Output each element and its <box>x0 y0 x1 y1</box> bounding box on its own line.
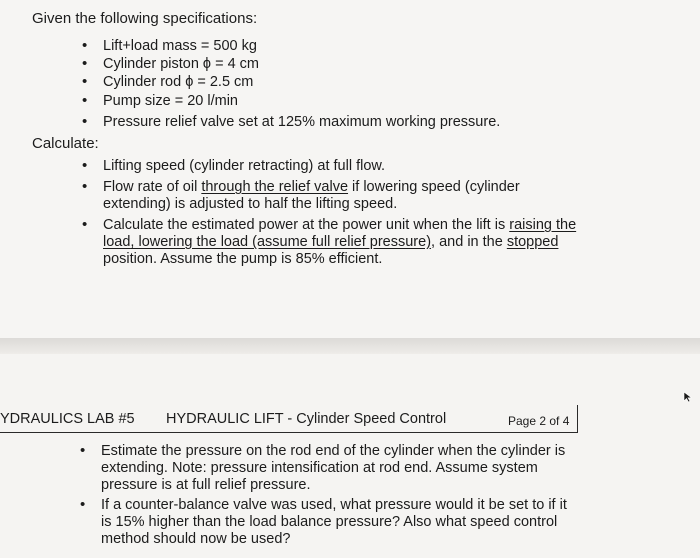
given-heading: Given the following specifications: <box>32 10 258 27</box>
calc-item-flow-rate-line2: extending) is adjusted to half the lifting speed. <box>103 196 398 212</box>
bullet: • <box>80 442 86 459</box>
bullet: • <box>82 92 88 109</box>
calc-item-power-line2: load, lowering the load (assume full relief pressure), and in the stopped <box>103 234 559 250</box>
lab-number: YDRAULICS LAB #5 <box>0 411 135 427</box>
task-pressure-line1: Estimate the pressure on the rod end of the cylinder when the cylinder is <box>101 443 566 459</box>
bullet: • <box>82 178 88 195</box>
bullet: • <box>82 113 88 130</box>
calc-item-flow-rate: Flow rate of oil through the relief valve if lowering speed (cylinder <box>103 179 520 195</box>
task-counterbalance-line1: If a counter-balance valve was used, what pressure would it be set to if it <box>101 497 567 513</box>
spec-item: Lift+load mass = 500 kg <box>103 38 257 54</box>
bullet: • <box>82 73 88 90</box>
bullet: • <box>82 55 88 72</box>
task-pressure-line3: pressure is at full relief pressure. <box>101 477 311 493</box>
calc-item-power-line3: position. Assume the pump is 85% efficient. <box>103 251 383 267</box>
bullet: • <box>82 157 88 174</box>
spec-item: Cylinder piston ϕ = 4 cm <box>103 56 260 72</box>
calc-item-power: Calculate the estimated power at the power unit when the lift is raising the <box>103 217 577 233</box>
task-pressure-line2: extending. Note: pressure intensification at rod end. Assume system <box>101 460 538 476</box>
mouse-pointer-icon <box>683 391 693 403</box>
lab-title: HYDRAULIC LIFT - Cylinder Speed Control <box>166 411 447 427</box>
spec-item: Cylinder rod ϕ = 2.5 cm <box>103 74 254 90</box>
calculate-heading: Calculate: <box>32 135 99 152</box>
page-divider <box>0 338 700 354</box>
calc-item-lifting-speed: Lifting speed (cylinder retracting) at full flow. <box>103 158 386 174</box>
task-counterbalance-line2: is 15% higher than the load balance pressure? Also what speed control <box>101 514 558 530</box>
spec-item: Pump size = 20 l/min <box>103 93 238 109</box>
bullet: • <box>82 37 88 54</box>
bullet: • <box>82 216 88 233</box>
task-counterbalance-line3: method should now be used? <box>101 531 291 547</box>
spec-item: Pressure relief valve set at 125% maximum working pressure. <box>103 114 501 130</box>
page-number: Page 2 of 4 <box>508 414 570 428</box>
bullet: • <box>80 496 86 513</box>
